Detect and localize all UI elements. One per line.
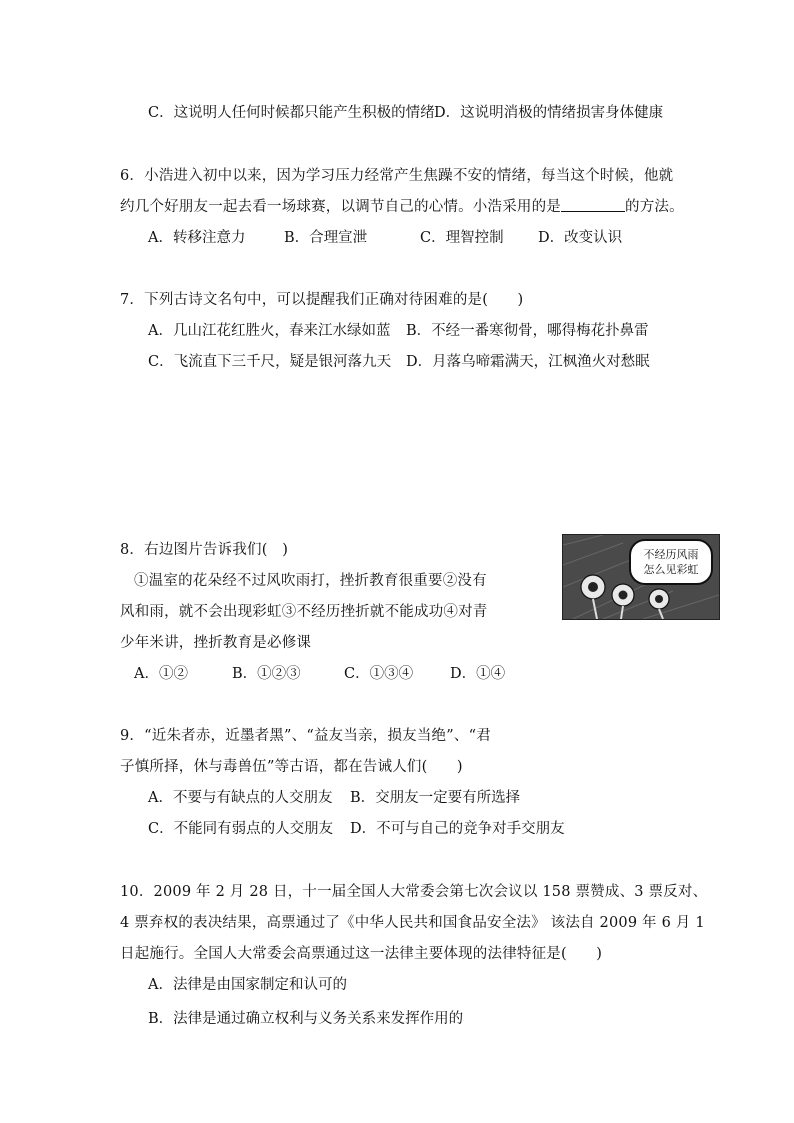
bubble-text-line1: 不经历风雨 bbox=[643, 548, 699, 561]
q9-option-a: A．不要与有缺点的人交朋友 bbox=[148, 790, 333, 806]
q6-stem-line2-post: 的方法。 bbox=[625, 199, 684, 215]
q10-option-a: A．法律是由国家制定和认可的 bbox=[148, 977, 347, 993]
bubble-text-line2: 怎么见彩虹 bbox=[643, 563, 699, 576]
q6-stem-line2 bbox=[120, 197, 684, 217]
q9-stem-line1: 9．“近朱者赤，近墨者黑”、“益友当亲，损友当绝”、“君 bbox=[120, 728, 491, 744]
q7-option-a: A．几山江花红胜火，春来江水绿如蓝 bbox=[148, 323, 391, 339]
q8-option-b: B．①②③ bbox=[232, 666, 301, 682]
q10-option-b: B．法律是通过确立权利与义务关系来发挥作用的 bbox=[148, 1011, 464, 1027]
q8-statement-line1: ①温室的花朵经不过风吹雨打，挫折教育很重要②没有 bbox=[134, 573, 487, 589]
q10-stem-line1: 10．2009 年 2 月 28 日，十一届全国人大常委会第七次会议以 158 票赞成、3 票反对、 bbox=[120, 884, 708, 900]
q10-stem-line3: 日起施行。全国人大常委会高票通过这一法律主要体现的法律特征是( ) bbox=[120, 946, 603, 962]
q5-option-d: D．这说明消极的情绪损害身体健康 bbox=[434, 105, 664, 121]
q10-stem-line2: 4 票弃权的表决结果，高票通过了《中华人民共和国食品安全法》 该法自 2009 年 6 月 1 bbox=[120, 915, 705, 931]
q6-option-d: D．改变认识 bbox=[538, 230, 623, 246]
q6-stem-line2-pre: 约几个好朋友一起去看一场球赛，以调节自己的心情。小浩采用的是 bbox=[120, 199, 561, 215]
q8-option-a: A．①② bbox=[134, 666, 188, 682]
cartoon-speech-bubble bbox=[629, 539, 713, 585]
q6-option-b: B．合理宣泄 bbox=[284, 230, 368, 246]
q9-stem-line2: 子慎所择，休与毒兽伍”等古语，都在告诫人们( ) bbox=[120, 759, 463, 775]
q9-option-c: C．不能同有弱点的人交朋友 bbox=[148, 821, 334, 837]
q8-cartoon-image bbox=[562, 534, 720, 620]
q5-option-c: C．这说明人任何时候都只能产生积极的情绪 bbox=[148, 105, 435, 121]
q6-answer-blank bbox=[561, 197, 625, 212]
q8-option-c: C．①③④ bbox=[344, 666, 414, 682]
q6-stem-line1: 6．小浩进入初中以来，因为学习压力经常产生焦躁不安的情绪，每当这个时候，他就 bbox=[120, 168, 674, 184]
q8-statement-line2: 风和雨，就不会出现彩虹③不经历挫折就不能成功④对青 bbox=[120, 604, 488, 620]
q7-option-c: C．飞流直下三千尺，疑是银河落九天 bbox=[148, 354, 392, 370]
q7-stem: 7．下列古诗文名句中，可以提醒我们正确对待困难的是( ) bbox=[120, 292, 524, 308]
q8-statement-line3: 少年米讲，挫折教育是必修课 bbox=[120, 635, 312, 651]
q9-option-b: B．交朋友一定要有所选择 bbox=[350, 790, 521, 806]
q6-option-a: A．转移注意力 bbox=[148, 230, 246, 246]
q7-option-b: B．不经一番寒彻骨，哪得梅花扑鼻雷 bbox=[406, 323, 649, 339]
q6-option-c: C．理智控制 bbox=[420, 230, 504, 246]
q8-stem: 8．右边图片告诉我们( ) bbox=[120, 542, 289, 558]
q9-option-d: D．不可与自己的竞争对手交朋友 bbox=[350, 821, 565, 837]
q8-option-d: D．①④ bbox=[450, 666, 506, 682]
q7-option-d: D．月落乌啼霜满天，江枫渔火对愁眠 bbox=[406, 354, 650, 370]
